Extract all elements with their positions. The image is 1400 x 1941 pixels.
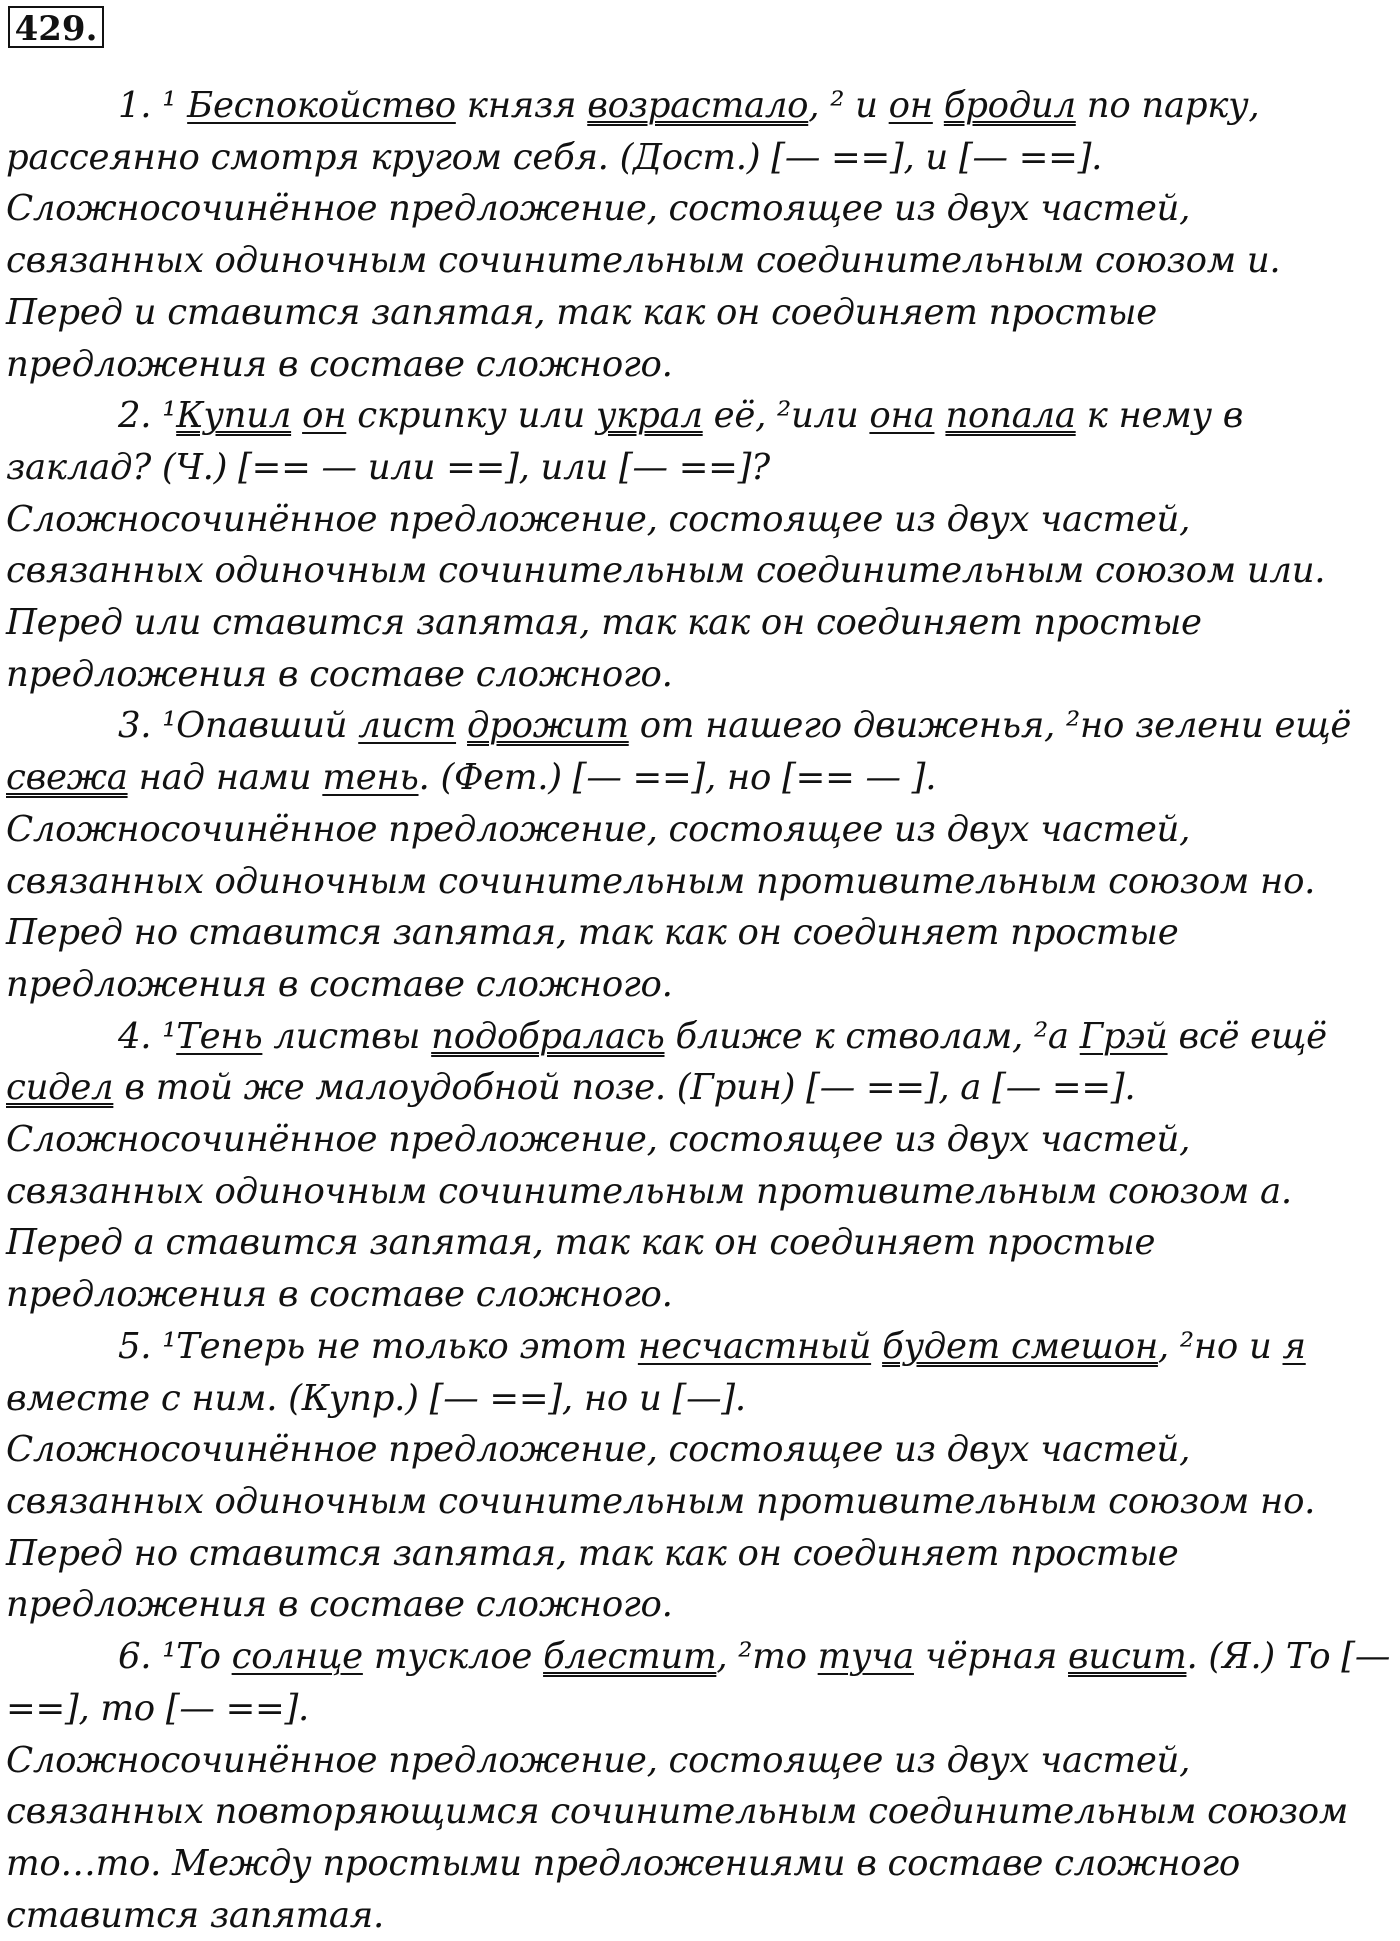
sentence-text <box>456 705 467 746</box>
predicate-word: будет смешон <box>882 1326 1158 1367</box>
exercise-number: 429. <box>8 6 104 48</box>
sentence-text: ближе к стволам, ²а <box>665 1016 1080 1057</box>
sentence-text: , ²но и <box>1158 1326 1283 1367</box>
sentence-text: , ²то <box>716 1636 817 1677</box>
sentence-text: скрипку или <box>346 395 596 436</box>
explanation-6: Сложносочинённое предложение, состоящее из двух частей, связанных повторяющимся сочинительным соединительным союзом то…то. Между простыми предложениями в составе сложного ставится запятая. <box>6 1735 1394 1941</box>
predicate-word: свежа <box>6 757 128 798</box>
sentence-1 <box>6 80 1394 183</box>
exercise-text <box>6 80 1394 1941</box>
predicate-word: Купил <box>176 395 291 436</box>
sentence-text: всё ещё <box>1168 1016 1327 1057</box>
sentence-text: чёрная <box>914 1636 1068 1677</box>
explanation-4: Сложносочинённое предложение, состоящее из двух частей, связанных одиночным сочинительным противительным союзом а. Перед а ставится запятая, так как он соединяет простые предложения в составе сложного. <box>6 1114 1394 1321</box>
sentence-text: 2. ¹ <box>118 395 176 436</box>
predicate-word: висит <box>1068 1636 1186 1677</box>
subject-word: он <box>889 85 933 126</box>
sentence-text: , ² и <box>808 85 888 126</box>
sentence-text <box>871 1326 882 1367</box>
sentence-text: листвы <box>262 1016 431 1057</box>
sentence-text <box>933 85 944 126</box>
explanation-3: Сложносочинённое предложение, состоящее из двух частей, связанных одиночным сочинительным противительным союзом но. Перед но ставится запятая, так как он соединяет простые предложения в составе сложного. <box>6 804 1394 1011</box>
sentence-5 <box>6 1321 1394 1424</box>
sentence-text: 3. ¹Опавший <box>118 705 358 746</box>
subject-word: лист <box>358 705 456 746</box>
subject-word: тень <box>322 757 418 798</box>
sentence-3 <box>6 700 1394 803</box>
predicate-word: украл <box>596 395 703 436</box>
sentence-text: по парку, рассеянно смотря кругом себя. (Дост.) [— ==], и [— ==]. <box>6 85 1259 178</box>
predicate-word: блестит <box>543 1636 716 1677</box>
sentence-text: 1. ¹ <box>118 85 187 126</box>
subject-word: он <box>302 395 346 436</box>
explanation-1: Сложносочинённое предложение, состоящее из двух частей, связанных одиночным сочинительным соединительным союзом и. Перед и ставится запятая, так как он соединяет простые предложения в составе сложного. <box>6 183 1394 390</box>
sentence-text: к нему в заклад? (Ч.) [== — или ==], или [— ==]? <box>6 395 1243 488</box>
subject-word: Грэй <box>1080 1016 1168 1057</box>
sentence-text: 4. ¹ <box>118 1016 176 1057</box>
subject-word: туча <box>818 1636 914 1677</box>
sentence-text: вместе с ним. (Купр.) [— ==], но и [—]. <box>6 1378 746 1419</box>
sentence-text: 6. ¹То <box>118 1636 232 1677</box>
explanation-2: Сложносочинённое предложение, состоящее из двух частей, связанных одиночным сочинительным соединительным союзом или. Перед или ставится запятая, так как он соединяет простые предложения в составе сложного. <box>6 494 1394 701</box>
sentence-2 <box>6 390 1394 493</box>
predicate-word: дрожит <box>467 705 629 746</box>
sentence-text <box>934 395 945 436</box>
subject-word: я <box>1283 1326 1306 1367</box>
sentence-text: тусклое <box>363 1636 543 1677</box>
sentence-text: её, ²или <box>703 395 870 436</box>
subject-word: солнце <box>232 1636 363 1677</box>
sentence-text: . (Я.) То [— ==], то [— ==]. <box>6 1636 1390 1729</box>
predicate-word: возрастало <box>587 85 808 126</box>
sentence-text: 5. ¹Теперь не только этот <box>118 1326 638 1367</box>
sentence-text <box>291 395 302 436</box>
sentence-text: в той же малоудобной позе. (Грин) [— ==], а [— ==]. <box>113 1067 1135 1108</box>
subject-word: Тень <box>176 1016 262 1057</box>
sentence-text: над нами <box>128 757 323 798</box>
subject-word: она <box>869 395 934 436</box>
subject-word: Беспокойство <box>187 85 456 126</box>
sentence-4 <box>6 1011 1394 1114</box>
explanation-5: Сложносочинённое предложение, состоящее из двух частей, связанных одиночным сочинительным противительным союзом но. Перед но ставится запятая, так как он соединяет простые предложения в составе сложного. <box>6 1424 1394 1631</box>
predicate-word: сидел <box>6 1067 113 1108</box>
predicate-word: подобралась <box>431 1016 664 1057</box>
subject-word: несчастный <box>638 1326 871 1367</box>
sentence-text: от нашего движенья, ²но зелени ещё <box>629 705 1351 746</box>
sentence-text: князя <box>456 85 587 126</box>
sentence-6 <box>6 1631 1394 1734</box>
predicate-word: попала <box>945 395 1075 436</box>
predicate-word: бродил <box>944 85 1076 126</box>
sentence-text: . (Фет.) [— ==], но [== — ]. <box>419 757 937 798</box>
